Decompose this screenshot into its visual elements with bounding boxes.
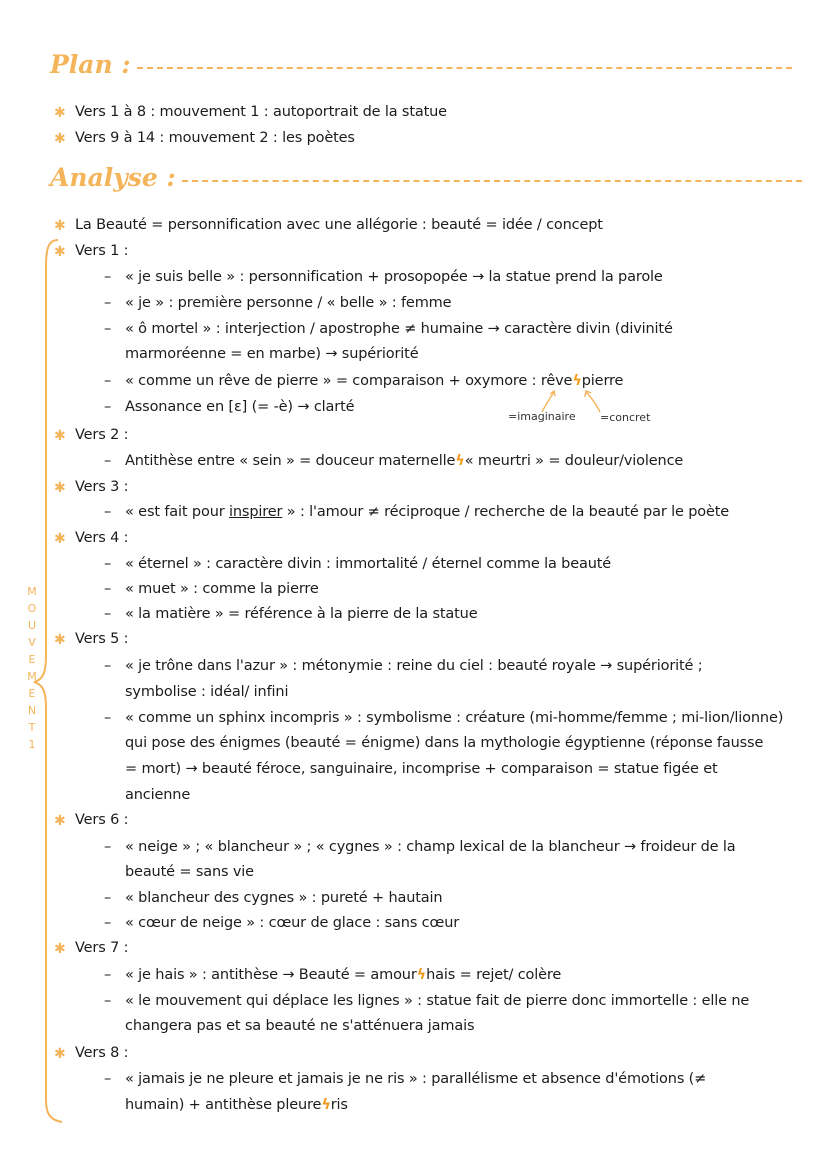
plan-title: Plan : [50, 50, 131, 79]
asterisk-bullet-icon: ✱ [54, 480, 66, 496]
side-letter: V [28, 636, 36, 649]
note-concret: =concret [600, 411, 651, 424]
asterisk-bullet-icon: ✱ [54, 632, 66, 648]
vers1-label: Vers 1 : [75, 243, 129, 259]
dash-bullet: – [104, 710, 112, 726]
dash-bullet: – [104, 581, 112, 597]
vers1-line-4b: pierre [581, 373, 624, 389]
lightning-bolt-icon: ϟ [416, 967, 427, 983]
plan-item-1: Vers 1 à 8 : mouvement 1 : autoportrait de la statue [75, 104, 447, 120]
vers3-line-1 [125, 503, 729, 521]
vers5-label: Vers 5 : [75, 631, 129, 647]
vers7-line-1a: « je hais » : antithèse → Beauté = amour [125, 967, 417, 983]
dash-bullet: – [104, 504, 112, 520]
plan-dashed-rule [137, 67, 792, 69]
dash-bullet: – [104, 1071, 112, 1087]
analyse-intro: La Beauté = personnification avec une allégorie : beauté = idée / concept [75, 217, 603, 233]
vers7-line-1 [125, 966, 561, 984]
dash-bullet: – [104, 399, 112, 415]
dash-bullet: – [104, 890, 112, 906]
analyse-dashed-rule [182, 180, 802, 182]
vers7-label: Vers 7 : [75, 940, 129, 956]
asterisk-bullet-icon: ✱ [54, 941, 66, 957]
vers4-line-3: « la matière » = référence à la pierre de la statue [125, 606, 478, 622]
vers2-line-1b: « meurtri » = douleur/violence [464, 453, 684, 469]
dash-bullet: – [104, 915, 112, 931]
vers6-line-1b: beauté = sans vie [125, 864, 254, 880]
vers7-line-1b: hais = rejet/ colère [426, 967, 562, 983]
vers5-line-2c: = mort) → beauté féroce, sanguinaire, incomprise + comparaison = statue figée et [125, 761, 718, 777]
vers5-line-1b: symbolise : idéal/ infini [125, 684, 289, 700]
vers8-line-1a: « jamais je ne pleure et jamais je ne ris » : parallélisme et absence d'émotions (≠ [125, 1071, 707, 1087]
vers5-line-2d: ancienne [125, 787, 191, 803]
lightning-bolt-icon: ϟ [321, 1097, 331, 1113]
lightning-bolt-icon: ϟ [572, 373, 582, 389]
vers4-label: Vers 4 : [75, 530, 129, 546]
vers1-line-5: Assonance en [ɛ] (= -è) → clarté [125, 399, 355, 415]
vers3-line-1-underlined: inspirer [229, 504, 283, 520]
side-letter: O [27, 602, 37, 615]
vers4-line-1: « éternel » : caractère divin : immortalité / éternel comme la beauté [125, 556, 612, 572]
vers1-line-3b: marmoréenne = en marbe) → supériorité [125, 346, 419, 362]
vers1-line-3a: « ô mortel » : interjection / apostrophe ≠ humaine → caractère divin (divinité [125, 321, 673, 337]
vers6-line-3: « cœur de neige » : cœur de glace : sans cœur [125, 915, 460, 931]
analyse-heading [50, 163, 802, 192]
lightning-bolt-icon: ϟ [455, 453, 465, 469]
vers1-line-2: « je » : première personne / « belle » : femme [125, 295, 452, 311]
vers7-line-2a: « le mouvement qui déplace les lignes » : statue fait de pierre donc immortelle : elle ne [125, 993, 750, 1009]
vers3-line-1a: « est fait pour [125, 504, 229, 520]
side-letter: U [27, 619, 37, 632]
side-letter: M [27, 585, 37, 598]
vers7-line-2b: changera pas et sa beauté ne s'atténuera jamais [125, 1018, 475, 1034]
vers3-line-1b: » : l'amour ≠ réciproque / recherche de la beauté par le poète [282, 504, 730, 520]
side-letter: M [27, 670, 37, 683]
vers5-line-1a: « je trône dans l'azur » : métonymie : reine du ciel : beauté royale → supériorité ; [125, 658, 703, 674]
note-imaginaire: =imaginaire [508, 410, 576, 423]
vers6-line-1a: « neige » ; « blancheur » ; « cygnes » : champ lexical de la blancheur → froideur de la [125, 839, 736, 855]
vers4-line-2: « muet » : comme la pierre [125, 581, 319, 597]
plan-item-2: Vers 9 à 14 : mouvement 2 : les poètes [75, 130, 355, 146]
vers8-label: Vers 8 : [75, 1045, 129, 1061]
asterisk-bullet-icon: ✱ [54, 1046, 66, 1062]
vers5-line-2a: « comme un sphinx incompris » : symbolisme : créature (mi-homme/femme ; mi-lion/lionne) [125, 710, 784, 726]
side-letter: T [28, 721, 36, 734]
vers2-line-1a: Antithèse entre « sein » = douceur maternelle [125, 453, 456, 469]
dash-bullet: – [104, 453, 112, 469]
vers1-line-4a: « comme un rêve de pierre » = comparaison + oxymore : rêve [125, 373, 573, 389]
plan-heading [50, 50, 792, 79]
vers3-label: Vers 3 : [75, 479, 129, 495]
asterisk-bullet-icon: ✱ [54, 131, 66, 147]
dash-bullet: – [104, 839, 112, 855]
vers5-line-2b: qui pose des énigmes (beauté = énigme) dans la mythologie égyptienne (réponse fausse [125, 735, 764, 751]
dash-bullet: – [104, 269, 112, 285]
vers2-line-1 [125, 452, 683, 470]
vers6-label: Vers 6 : [75, 812, 129, 828]
asterisk-bullet-icon: ✱ [54, 105, 66, 121]
vers1-line-1: « je suis belle » : personnification + prosopopée → la statue prend la parole [125, 269, 663, 285]
dash-bullet: – [104, 658, 112, 674]
dash-bullet: – [104, 967, 112, 983]
dash-bullet: – [104, 295, 112, 311]
vers8-line-1c: ris [330, 1097, 348, 1113]
side-letter: N [27, 704, 37, 717]
vers8-line-1b-row [125, 1096, 348, 1114]
asterisk-bullet-icon: ✱ [54, 244, 66, 260]
asterisk-bullet-icon: ✱ [54, 428, 66, 444]
asterisk-bullet-icon: ✱ [54, 531, 66, 547]
vers6-line-2: « blancheur des cygnes » : pureté + hautain [125, 890, 443, 906]
asterisk-bullet-icon: ✱ [54, 218, 66, 234]
vers8-line-1b: humain) + antithèse pleure [125, 1097, 322, 1113]
side-letter: E [28, 653, 36, 666]
side-letter: E [28, 687, 36, 700]
dash-bullet: – [104, 606, 112, 622]
dash-bullet: – [104, 373, 112, 389]
side-letter: 1 [28, 738, 36, 751]
vers2-label: Vers 2 : [75, 427, 129, 443]
asterisk-bullet-icon: ✱ [54, 813, 66, 829]
analyse-title: Analyse : [50, 163, 176, 192]
dash-bullet: – [104, 993, 112, 1009]
dash-bullet: – [104, 556, 112, 572]
dash-bullet: – [104, 321, 112, 337]
